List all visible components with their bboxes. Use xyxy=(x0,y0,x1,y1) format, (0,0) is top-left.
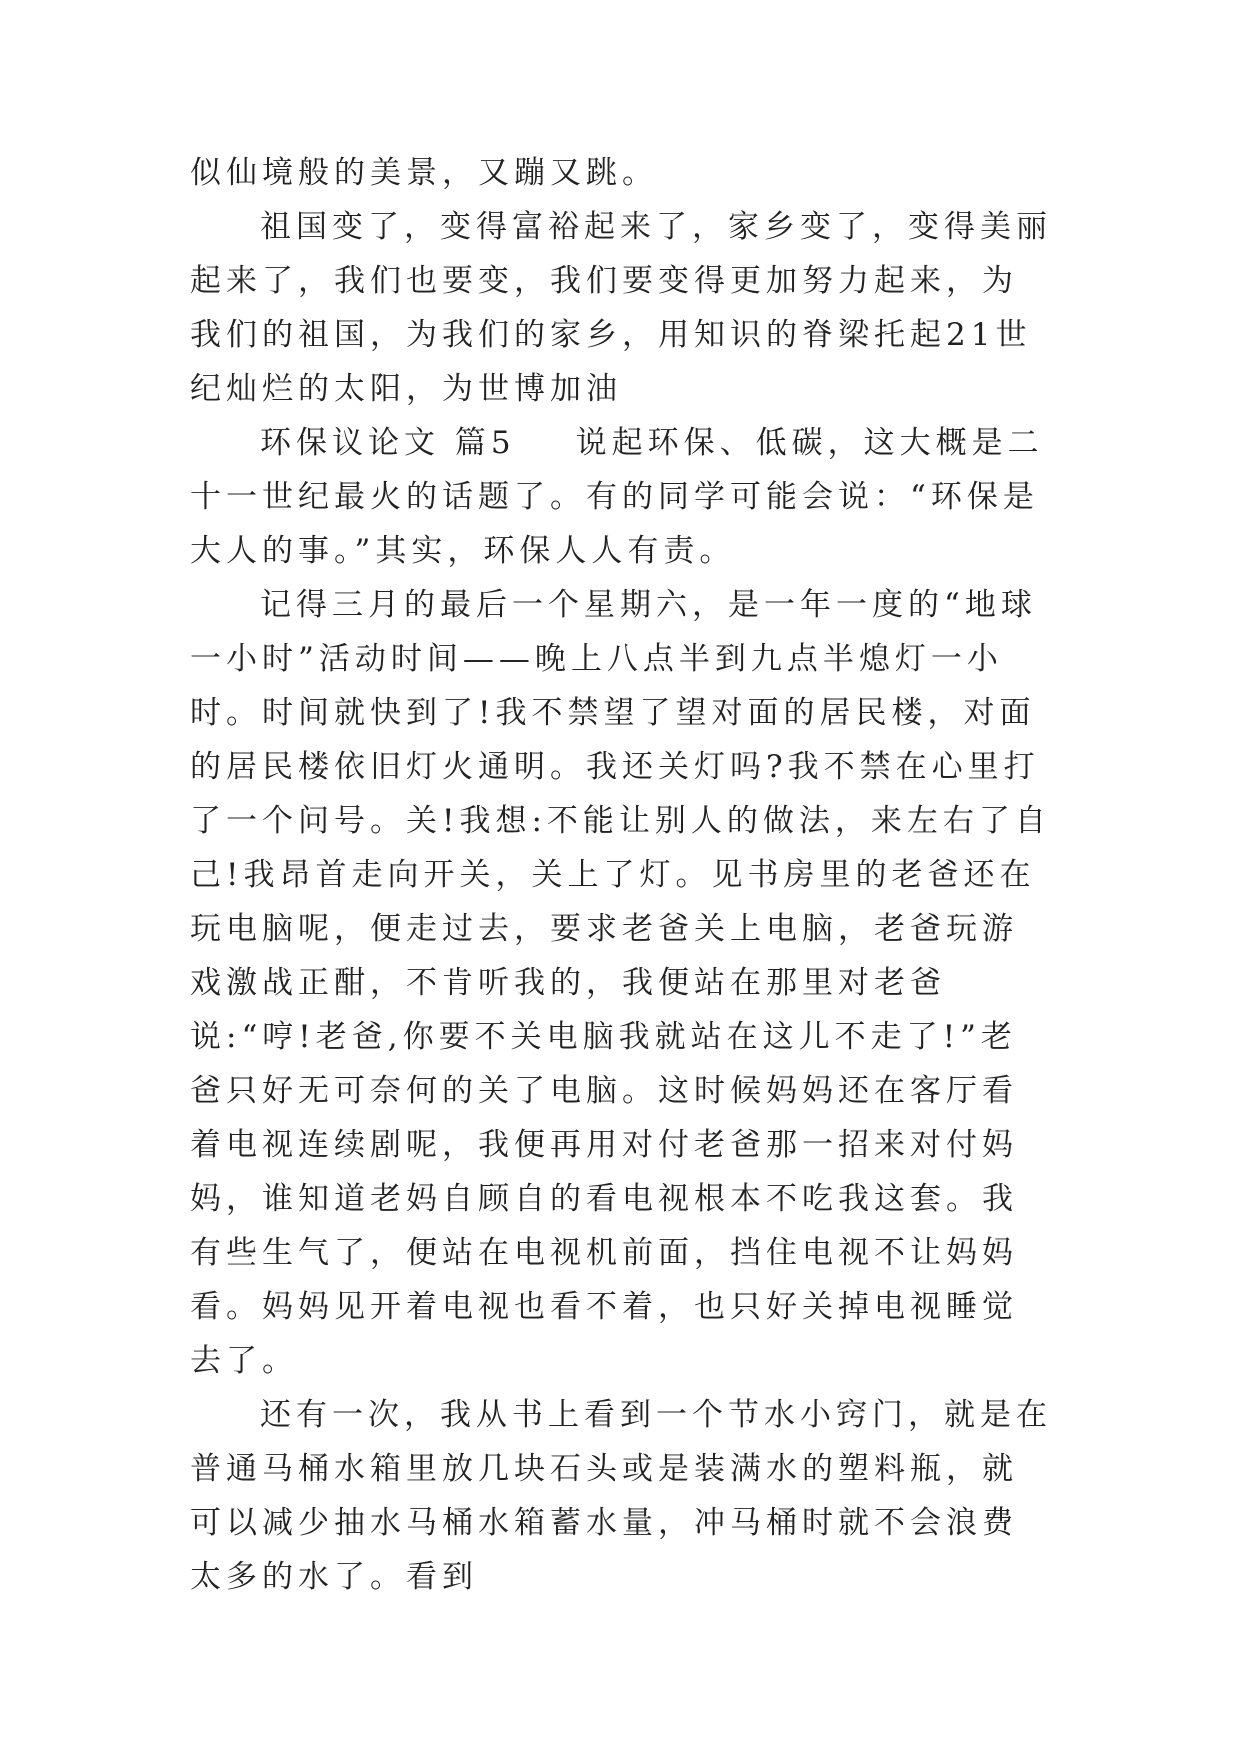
paragraph-4 xyxy=(190,578,1052,1388)
paragraph-1 xyxy=(190,146,1052,200)
paragraph-2 xyxy=(190,200,1052,416)
paragraph-5-text: 还有一次，我从书上看到一个节水小窍门，就是在普通马桶水箱里放几块石头或是装满水的塑料瓶，就可以减少抽水马桶水箱蓄水量，冲马桶时就不会浪费太多的水了。看到 xyxy=(190,1397,1052,1595)
document-body xyxy=(190,146,1052,1604)
paragraph-1-text: 似仙境般的美景，又蹦又跳。 xyxy=(190,155,658,191)
paragraph-3 xyxy=(190,416,1052,578)
paragraph-5 xyxy=(190,1388,1052,1604)
section-heading: 环保议论文 篇5 xyxy=(260,425,516,461)
paragraph-4-text: 记得三月的最后一个星期六，是一年一度的“地球一小时”活动时间——晚上八点半到九点半熄灯一小时。时间就快到了!我不禁望了望对面的居民楼，对面的居民楼依旧灯火通明。我还关灯吗?我不禁在心里打了一个问号。关!我想:不能让别人的做法，来左右了自己!我昂首走向开关，关上了灯。见书房里的老爸还在玩电脑呢，便走过去，要求老爸关上电脑，老爸玩游戏激战正酣，不肯听我的，我便站在那里对老爸说:“哼!老爸,你要不关电脑我就站在这儿不走了!”老爸只好无可奈何的关了电脑。这时候妈妈还在客厅看着电视连续剧呢，我便再用对付老爸那一招来对付妈妈，谁知道老妈自顾自的看电视根本不吃我这套。我有些生气了，便站在电视机前面，挡住电视不让妈妈看。妈妈见开着电视也看不着，也只好关掉电视睡觉去了。 xyxy=(190,587,1051,1379)
paragraph-3-text: 说起环保、低碳，这大概是二十一世纪最火的话题了。有的同学可能会说：“环保是大人的事。”其实，环保人人有责。 xyxy=(190,425,1044,569)
paragraph-2-text: 祖国变了，变得富裕起来了，家乡变了，变得美丽起来了，我们也要变，我们要变得更加努力起来，为我们的祖国，为我们的家乡，用知识的脊梁托起21世纪灿烂的太阳，为世博加油 xyxy=(190,209,1052,407)
